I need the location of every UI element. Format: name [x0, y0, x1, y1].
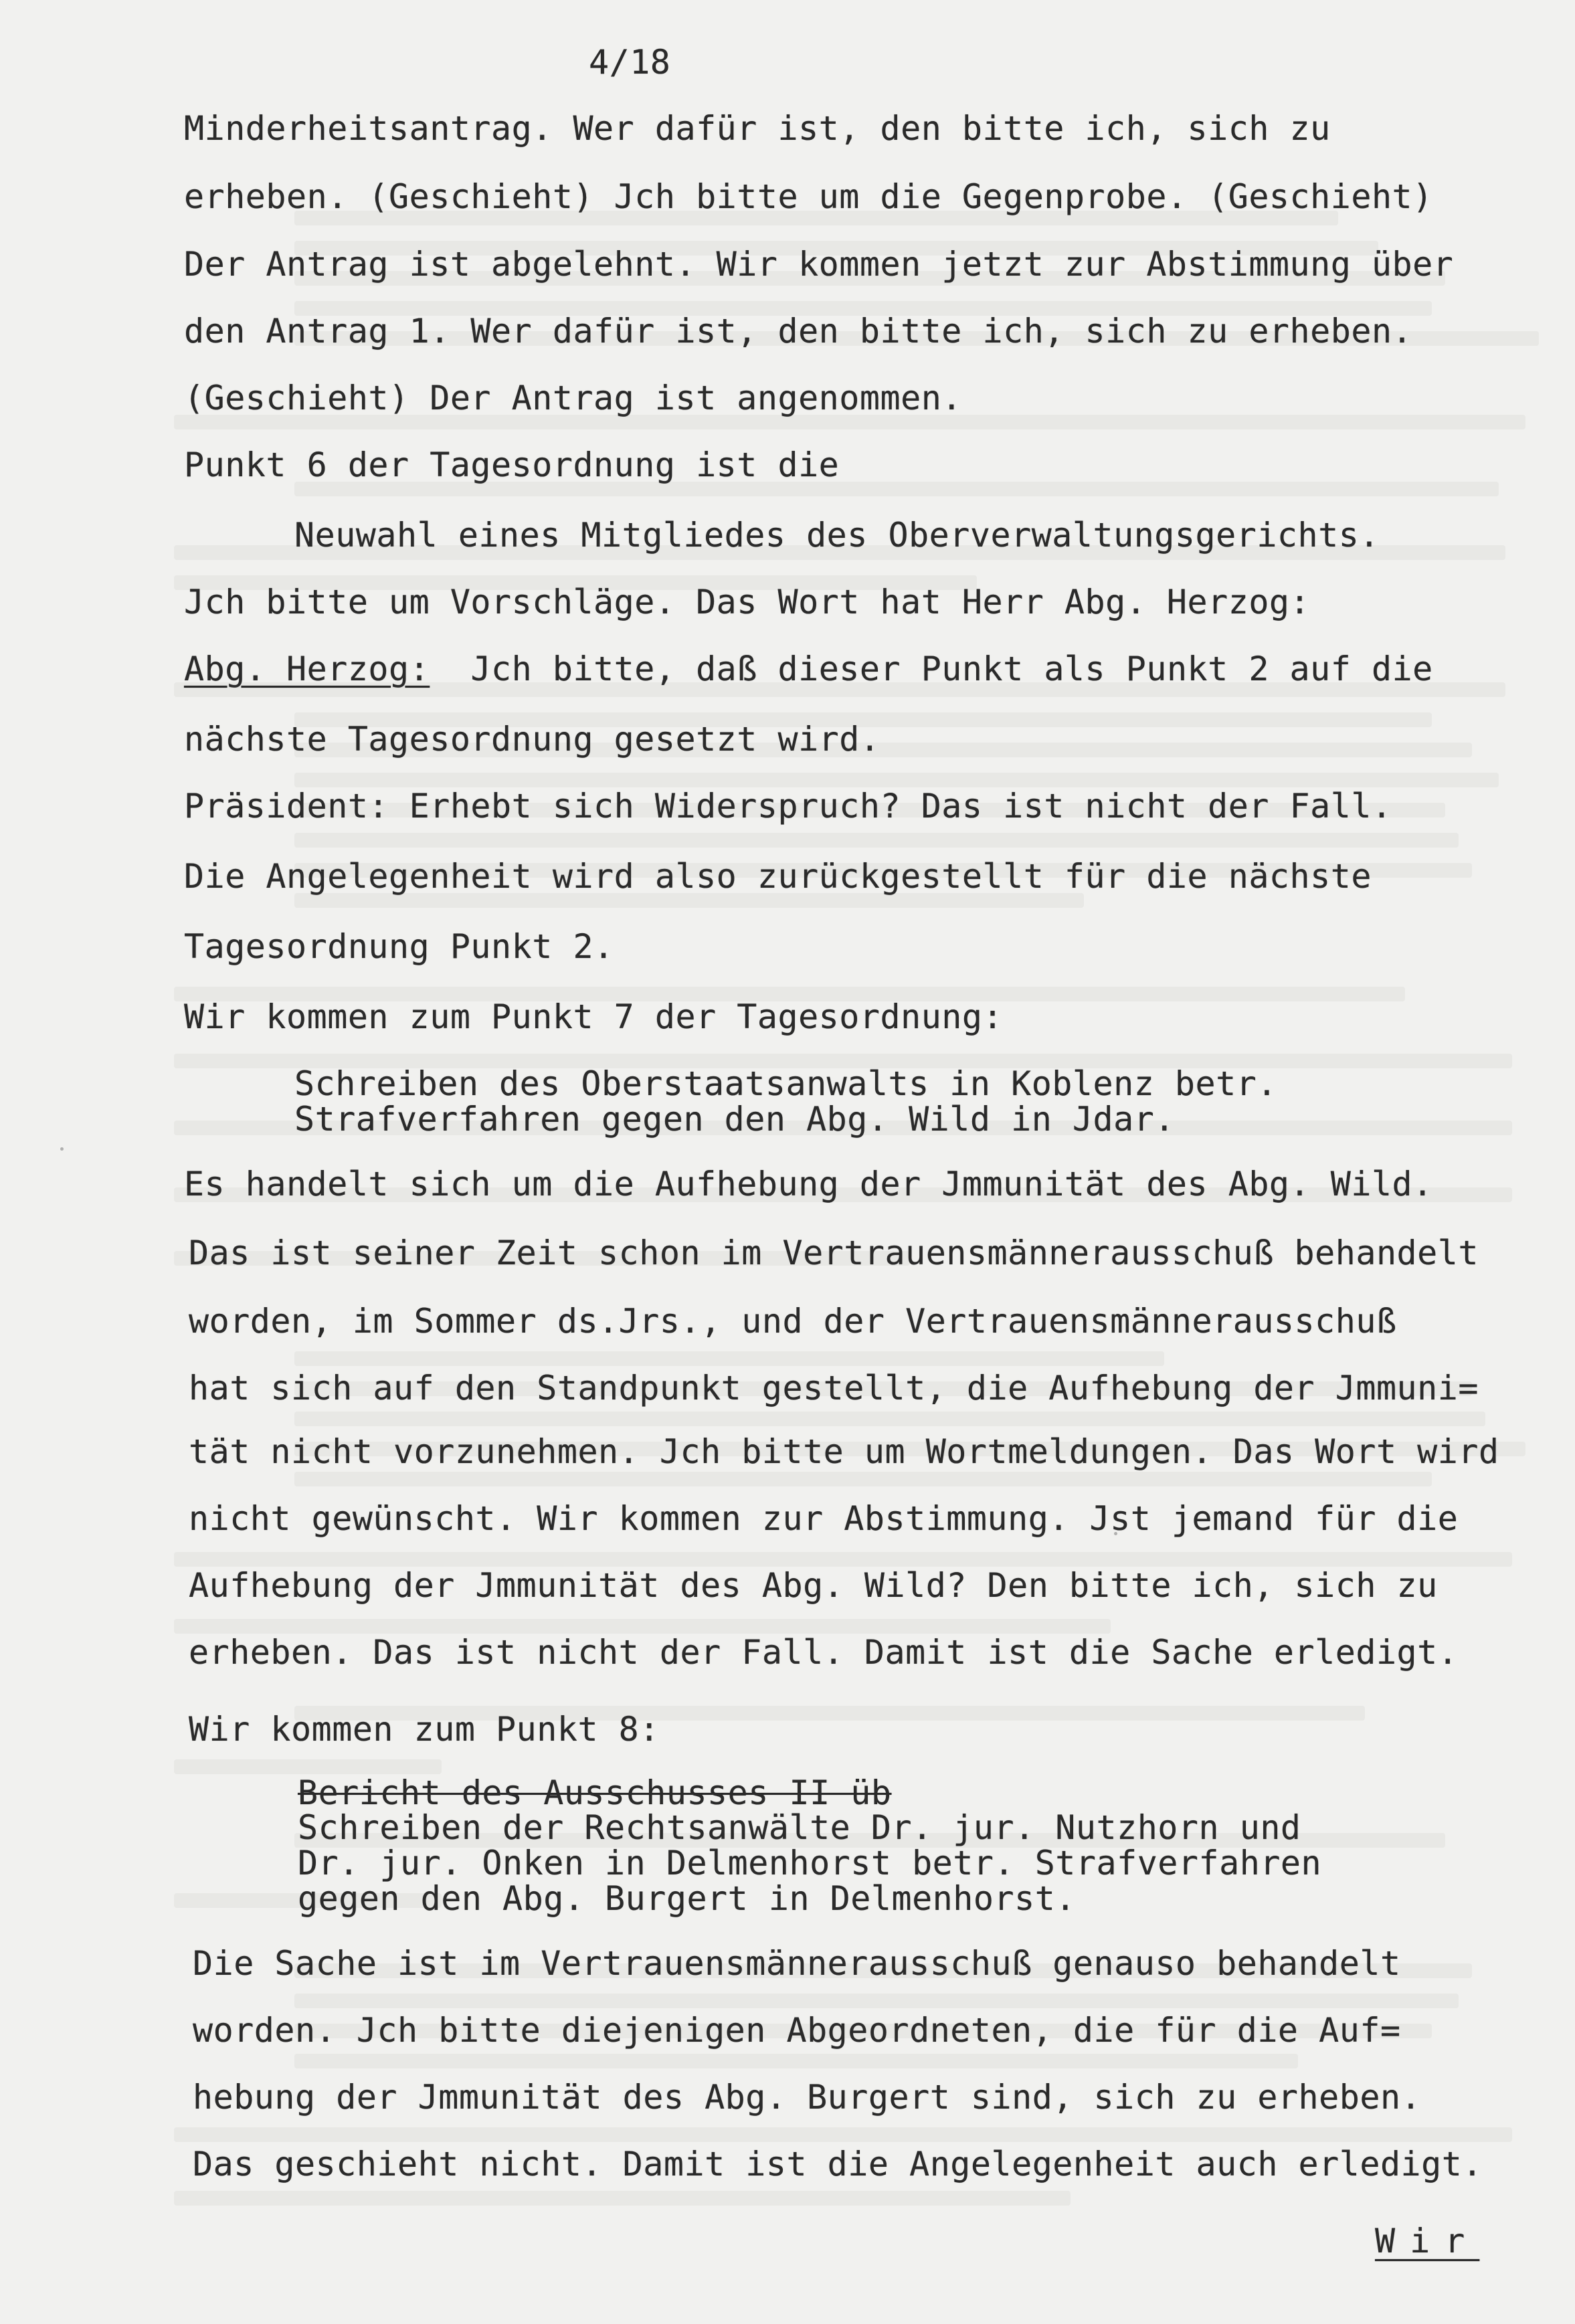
- paper-speckle: [60, 1147, 64, 1151]
- text-line: erheben. (Geschieht) Jch bitte um die Gegenprobe. (Geschieht): [184, 177, 1433, 216]
- struck-out-line: Bericht des Ausschusses II üb: [298, 1773, 892, 1812]
- page-number: 4/18: [589, 43, 671, 82]
- text-line: Das ist seiner Zeit schon im Vertrauensmännerausschuß behandelt: [189, 1234, 1479, 1272]
- text-line: worden. Jch bitte diejenigen Abgeordneten, die für die Auf=: [193, 2011, 1401, 2050]
- text-line: Präsident: Erhebt sich Widerspruch? Das ist nicht der Fall.: [184, 787, 1392, 826]
- text-line: Wir kommen zum Punkt 7 der Tagesordnung:: [184, 997, 1004, 1036]
- catchword: Wir: [1375, 2222, 1480, 2260]
- text-line: tät nicht vorzunehmen. Jch bitte um Wortmeldungen. Das Wort wird: [189, 1432, 1499, 1471]
- agenda-item-title: Neuwahl eines Mitgliedes des Oberverwaltungsgerichts.: [294, 516, 1380, 555]
- text-line: Der Antrag ist abgelehnt. Wir kommen jetzt zur Abstimmung über: [184, 245, 1454, 284]
- text-line: Die Angelegenheit wird also zurückgestellt für die nächste: [184, 857, 1372, 896]
- text-line: Jch bitte um Vorschläge. Das Wort hat Herr Abg. Herzog:: [184, 583, 1311, 621]
- text-line: hebung der Jmmunität des Abg. Burgert sind, sich zu erheben.: [193, 2078, 1422, 2117]
- speaker-name: Abg. Herzog:: [184, 650, 430, 688]
- text-line: Das geschieht nicht. Damit ist die Angelegenheit auch erledigt.: [193, 2145, 1483, 2184]
- text-line: Tagesordnung Punkt 2.: [184, 927, 614, 966]
- speaker-statement: Jch bitte, daß dieser Punkt als Punkt 2 auf die: [470, 650, 1433, 688]
- speaker-line: [184, 649, 1433, 689]
- agenda-item-title: Strafverfahren gegen den Abg. Wild in Jdar.: [294, 1100, 1175, 1139]
- text-line: (Geschieht) Der Antrag ist angenommen.: [184, 379, 962, 417]
- text-line: den Antrag 1. Wer dafür ist, den bitte ich, sich zu erheben.: [184, 312, 1413, 351]
- text-line: Wir kommen zum Punkt 8:: [189, 1710, 660, 1749]
- text-line: Aufhebung der Jmmunität des Abg. Wild? Den bitte ich, sich zu: [189, 1566, 1438, 1605]
- agenda-item-title: Dr. jur. Onken in Delmenhorst betr. Strafverfahren: [298, 1844, 1322, 1882]
- text-line: erheben. Das ist nicht der Fall. Damit ist die Sache erledigt.: [189, 1633, 1459, 1672]
- text-line: worden, im Sommer ds.Jrs., und der Vertrauensmännerausschuß: [189, 1302, 1397, 1341]
- text-line: Punkt 6 der Tagesordnung ist die: [184, 446, 840, 484]
- agenda-item-title: Schreiben der Rechtsanwälte Dr. jur. Nutzhorn und: [298, 1808, 1301, 1847]
- text-line: Es handelt sich um die Aufhebung der Jmmunität des Abg. Wild.: [184, 1165, 1433, 1203]
- agenda-item-title: gegen den Abg. Burgert in Delmenhorst.: [298, 1879, 1076, 1918]
- text-line: nächste Tagesordnung gesetzt wird.: [184, 720, 881, 759]
- text-line: nicht gewünscht. Wir kommen zur Abstimmung. Jst jemand für die: [189, 1499, 1459, 1538]
- agenda-item-title: Schreiben des Oberstaatsanwalts in Koblenz betr.: [294, 1064, 1277, 1103]
- text-line: hat sich auf den Standpunkt gestellt, die Aufhebung der Jmmuni=: [189, 1369, 1479, 1408]
- text-line: Die Sache ist im Vertrauensmännerausschuß genauso behandelt: [193, 1944, 1401, 1983]
- text-line: Minderheitsantrag. Wer dafür ist, den bitte ich, sich zu: [184, 109, 1331, 148]
